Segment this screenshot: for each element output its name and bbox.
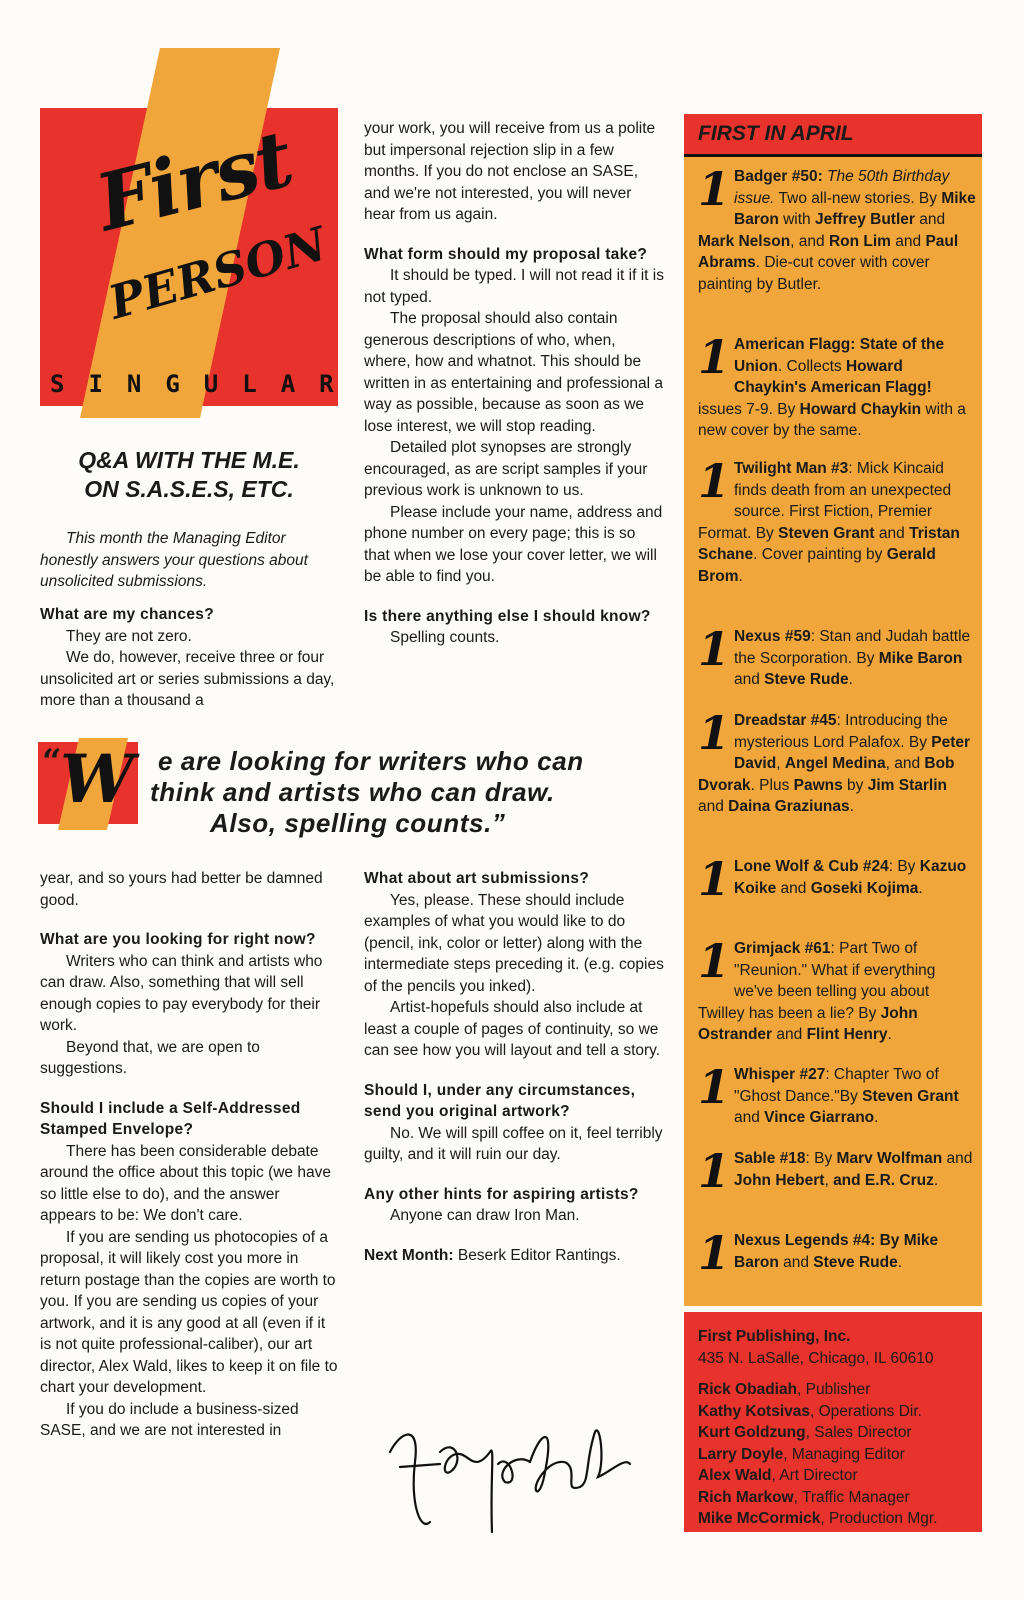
answer-paragraph: Artist-hopefuls should also include at least a couple of pages of continuity, so we can see how you will layout and tell a story. <box>364 999 661 1059</box>
entry-text: . Cover painting by <box>753 546 887 563</box>
article-title <box>40 446 338 504</box>
entry-text: : Stan and Judah battle the Scorporation. By <box>734 628 971 667</box>
staff-row <box>698 1444 968 1466</box>
entry-text: . <box>933 1171 939 1189</box>
entry-text: issues 7-9. By <box>698 400 800 418</box>
entry-bold-text: Vince Giarrano <box>764 1109 875 1126</box>
entry-text: and <box>734 671 765 688</box>
sidebar-entry <box>698 330 976 442</box>
entry-italic-text: The 50th Birthday issue. <box>734 168 950 207</box>
entry-bold-text: Lone Wolf & Cub #24 <box>734 858 889 875</box>
entry-text: . <box>897 1253 903 1271</box>
pull-quote-line: Also, spelling counts.” <box>210 808 506 838</box>
first-logo-icon: 1 <box>698 330 731 384</box>
entry-bold-text: Howard Chaykin's American Flagg! <box>734 357 932 396</box>
entry-text: . <box>887 1026 892 1043</box>
column-2-top <box>364 118 664 649</box>
publisher-box <box>684 1312 982 1532</box>
question-heading: What are you looking for right now? <box>40 931 316 948</box>
sidebar-entry <box>698 934 976 1046</box>
staff-row <box>698 1487 968 1509</box>
staff-row <box>698 1379 968 1401</box>
entry-text: : Part Two of "Reunion." What if everything we've been telling you about Twilley has been a lie? By <box>698 940 936 1022</box>
entry-text: . Plus <box>750 776 794 794</box>
staff-name: Rick Obadiah <box>698 1381 798 1398</box>
entry-bold-text: Grimjack #61 <box>734 940 831 957</box>
next-month-note <box>364 1245 664 1267</box>
column-1-bottom <box>40 868 338 1442</box>
entry-bold-text: John Ostrander <box>698 1004 918 1043</box>
pull-quote-line: e are looking for writers who can <box>158 746 584 776</box>
entry-bold-text: Badger #50: <box>734 168 828 185</box>
entry-bold-text: Paul Abrams <box>698 232 959 271</box>
entry-text: . <box>738 567 743 585</box>
answer-paragraph: Please include your name, address and phone number on every page; this is so that when we lose your cover letter, we will be able to find you. <box>364 503 663 585</box>
staff-name: Alex Wald <box>698 1467 772 1484</box>
answer-paragraph: There has been considerable debate around the office about this topic (we have so little else to do), and the answer appears to be: We don't care. <box>40 1142 331 1224</box>
answer-paragraph: your work, you will receive from us a polite but impersonal rejection slip in a few months. If you do not enclose an SASE, and we're not interested, you will never hear from us again. <box>364 120 656 223</box>
entry-text: , <box>824 1171 834 1189</box>
sidebar-entry <box>698 162 976 295</box>
entry-bold-text: and E.R. Cruz <box>833 1171 934 1189</box>
intro-text: This month the Managing Editor honestly answers your questions about unsolicited submissions. <box>40 530 308 590</box>
first-logo-icon: 1 <box>698 1226 731 1280</box>
answer-paragraph: Yes, please. These should include examples of what you would like to do (pencil, ink, color or letter) along with the intermediate steps preceding it. (e.g. copies of the pencils you inked). <box>364 891 664 995</box>
pull-quote-line: think and artists who can draw. <box>150 777 555 807</box>
entry-bold-text: Gerald Brom <box>698 546 936 585</box>
answer-paragraph: It should be typed. I will not read it if it is not typed. <box>364 267 664 306</box>
answer-paragraph: Spelling counts. <box>390 629 500 646</box>
answer-paragraph: Detailed plot synopses are strongly encouraged, as are script samples if your previous work is unknown to us. <box>364 439 648 499</box>
answer-paragraph: We do, however, receive three or four unsolicited art or series submissions a day, more than a thousand a <box>40 649 335 709</box>
logo-person-text: PERSON <box>102 216 333 330</box>
logo-first-text: First <box>87 113 301 250</box>
staff-row <box>698 1465 968 1487</box>
question-heading: Should I include a Self-Addressed Stamped Envelope? <box>40 1099 301 1138</box>
answer-paragraph: If you do include a business-sized SASE, and we are not interested in <box>40 1400 299 1439</box>
entry-bold-text: Nexus #59 <box>734 628 811 645</box>
first-logo-icon: 1 <box>698 706 731 760</box>
question-heading: Is there anything else I should know? <box>364 607 651 625</box>
entry-bold-text: Pawns <box>793 776 843 794</box>
staff-name: Mike McCormick <box>698 1510 821 1527</box>
staff-name: Kurt Goldzung <box>698 1424 806 1441</box>
entry-text: and <box>778 1253 814 1271</box>
entry-text: , and <box>885 755 925 772</box>
entry-bold-text: Marv Wolfman <box>836 1150 943 1167</box>
first-logo-icon: 1 <box>698 1144 731 1198</box>
publisher-name-text: First Publishing, Inc. <box>698 1328 851 1345</box>
column-2-bottom <box>364 868 664 1266</box>
staff-role: , Sales Director <box>805 1424 912 1441</box>
staff-name: Larry Doyle <box>698 1445 784 1463</box>
entry-text: : Chapter Two of "Ghost Dance."By <box>734 1066 939 1105</box>
entry-text: and <box>874 524 910 542</box>
pull-quote-initial: W <box>60 740 135 818</box>
entry-bold-text: American Flagg: State of the Union <box>734 336 945 375</box>
entry-text: : Mick Kincaid finds death from an unexpected source. First Fiction, Premier Format. By <box>698 460 952 542</box>
question-heading: What form should my proposal take? <box>364 245 648 263</box>
entry-bold-text: Mark Nelson <box>698 232 791 250</box>
entry-bold-text: Tristan Schane <box>698 524 960 563</box>
entry-bold-text: Whisper #27 <box>734 1066 826 1083</box>
question-heading: Any other hints for aspiring artists? <box>364 1185 639 1203</box>
logo-singular-text: SINGULAR <box>50 370 358 398</box>
entry-text: , and <box>790 232 829 250</box>
entry-bold-text: Mike Baron <box>878 649 963 667</box>
first-logo-icon: 1 <box>698 162 731 216</box>
answer-paragraph: Beyond that, we are open to suggestions. <box>40 1038 260 1077</box>
sidebar-entry <box>698 1226 976 1280</box>
entry-bold-text: Twilight Man #3 <box>734 460 849 477</box>
answer-paragraph: year, and so yours had better be damned good. <box>40 870 323 909</box>
staff-row <box>698 1508 968 1530</box>
first-logo-icon: 1 <box>698 622 731 676</box>
entry-text: and <box>734 1109 765 1126</box>
sidebar-title: FIRST IN APRIL <box>684 114 982 154</box>
first-logo-icon: 1 <box>698 1060 731 1114</box>
first-logo-icon: 1 <box>698 852 731 906</box>
entry-bold-text: Sable #18 <box>734 1150 806 1167</box>
column-1-top <box>40 604 338 712</box>
staff-role: , Production Mgr. <box>820 1510 938 1527</box>
entry-bold-text: Daina Graziunas <box>728 798 850 815</box>
first-person-singular-logo <box>40 48 358 418</box>
staff-row <box>698 1401 968 1423</box>
entry-text: , <box>776 755 785 772</box>
entry-text: with <box>778 211 815 228</box>
entry-text: and <box>772 1026 807 1043</box>
entry-bold-text: Steve Rude <box>764 671 849 688</box>
staff-role: , Managing Editor <box>783 1445 905 1463</box>
entry-bold-text: Kazuo Koike <box>734 858 967 897</box>
entry-text: . <box>918 879 923 897</box>
entry-text: : By <box>805 1150 837 1167</box>
article-title-line: Q&A WITH THE M.E. <box>78 447 300 473</box>
entry-text: . <box>848 671 853 688</box>
question-heading: What are my chances? <box>40 606 214 623</box>
next-month-text: Beserk Editor Rantings. <box>453 1246 621 1264</box>
sidebar-entry <box>698 852 976 906</box>
entry-text: . <box>849 798 854 815</box>
staff-list <box>698 1379 968 1530</box>
first-logo-icon: 1 <box>698 454 731 508</box>
pull-quote-open-mark: “ <box>42 742 62 782</box>
first-logo-icon: 1 <box>698 934 731 988</box>
entry-bold-text: Goseki Kojima <box>810 879 919 897</box>
entry-bold-text: Mike Baron <box>734 189 976 228</box>
answer-paragraph: They are not zero. <box>66 627 192 645</box>
answer-paragraph: No. We will spill coffee on it, feel terribly guilty, and it will ruin our day. <box>364 1124 663 1163</box>
answer-paragraph: If you are sending us photocopies of a proposal, it will likely cost you more in return postage than the copies are worth to you. If you are sending us copies of your artwork, and it is any good at all (even if it is not quite professional-caliber), our art director, Alex Wald, likes to keep it on file to chart your development. <box>40 1228 338 1396</box>
sidebar-entry <box>698 454 976 587</box>
answer-paragraph: Writers who can think and artists who can draw. Also, something that will sell enough copies to pay everybody for their work. <box>40 952 323 1034</box>
entry-text: and <box>942 1150 973 1167</box>
entry-bold-text: Howard Chaykin <box>799 400 922 418</box>
staff-role: , Operations Dir. <box>809 1402 922 1420</box>
article-title-line: ON S.A.S.E.S, ETC. <box>84 476 294 502</box>
entry-text: : By <box>888 858 920 875</box>
entry-bold-text: Steve Rude <box>813 1253 898 1271</box>
answer-paragraph: Anyone can draw Iron Man. <box>390 1207 580 1224</box>
entry-text: and <box>914 211 946 228</box>
next-month-label: Next Month: <box>364 1246 454 1264</box>
staff-name: Kathy Kotsivas <box>698 1402 810 1420</box>
staff-role: , Publisher <box>797 1381 871 1398</box>
answer-paragraph: The proposal should also contain generous descriptions of who, when, where, how and whatnot. This should be written in as entertaining and professional a way as possible, because as soon as we lose interest, we will stop reading. <box>364 310 663 435</box>
question-heading: What about art submissions? <box>364 870 590 887</box>
entry-text: with a new cover by the same. <box>698 400 966 439</box>
publisher-address: 435 N. LaSalle, Chicago, IL 60610 <box>698 1349 934 1367</box>
sidebar-entry <box>698 1144 976 1198</box>
editor-signature <box>380 1392 640 1542</box>
entry-bold-text: Bob Dvorak <box>698 755 955 794</box>
entry-bold-text: Nexus Legends #4: By Mike Baron <box>734 1232 939 1271</box>
sidebar-entry <box>698 706 976 818</box>
entry-bold-text: Dreadstar #45 <box>734 712 837 729</box>
entry-bold-text: Steven Grant <box>862 1087 959 1105</box>
entry-text: . <box>874 1109 879 1126</box>
entry-bold-text: Angel Medina <box>784 755 886 772</box>
entry-text: and <box>698 798 729 815</box>
entry-text: : Introducing the mysterious Lord Palafox. By <box>734 712 948 751</box>
staff-role: , Art Director <box>771 1467 858 1484</box>
sidebar-entry <box>698 1060 976 1129</box>
entry-text: . Die-cut cover with cover painting by Butler. <box>698 254 930 293</box>
entry-text: and <box>776 879 811 897</box>
staff-role: , Traffic Manager <box>793 1488 910 1506</box>
entry-bold-text: John Hebert <box>734 1171 825 1189</box>
entry-bold-text: Jeffrey Butler <box>814 211 915 228</box>
staff-name: Rich Markow <box>698 1488 794 1506</box>
entry-text: . Collects <box>777 357 846 375</box>
entry-text: by <box>842 776 868 794</box>
entry-bold-text: Steven Grant <box>778 524 875 542</box>
entry-bold-text: Ron Lim <box>828 232 891 250</box>
entry-bold-text: Jim Starlin <box>867 776 947 794</box>
publisher-name <box>698 1326 968 1348</box>
question-heading: Should I, under any circumstances, send you original artwork? <box>364 1081 636 1120</box>
entry-text: and <box>890 232 926 250</box>
pull-quote <box>150 746 650 839</box>
entry-bold-text: Peter David <box>734 733 971 772</box>
entry-bold-text: Flint Henry <box>806 1026 888 1043</box>
staff-row <box>698 1422 968 1444</box>
sidebar-entry <box>698 622 976 691</box>
entry-text: Two all-new stories. By <box>774 189 942 207</box>
